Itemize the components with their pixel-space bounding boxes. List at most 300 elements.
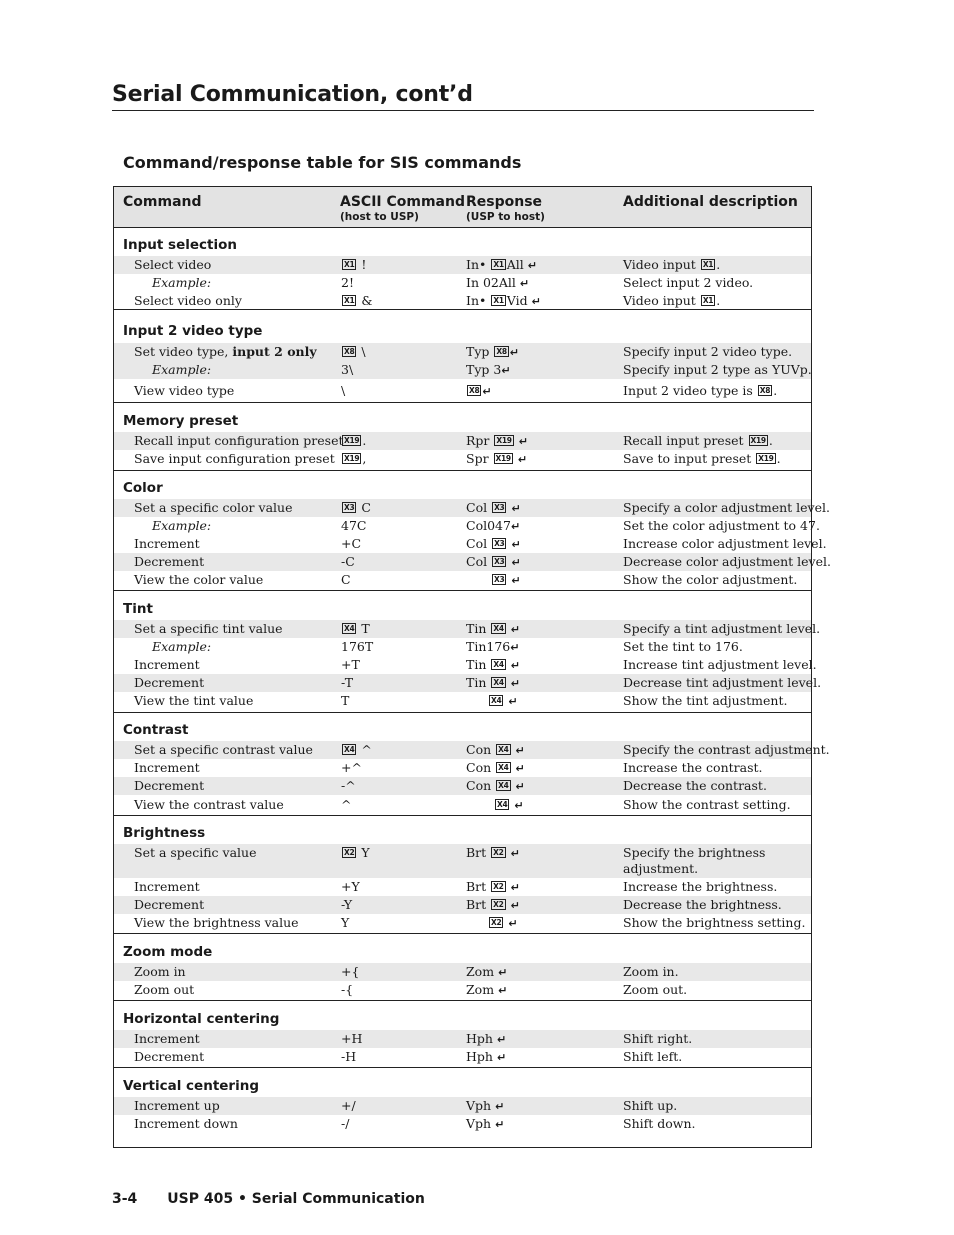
resp-text: Brt — [466, 845, 487, 860]
tag-x4: X4 — [491, 696, 502, 705]
ascii-cell: -/ — [341, 1116, 350, 1131]
group-divider — [114, 470, 811, 471]
desc-cell: Increase tint adjustment level. — [623, 657, 817, 672]
ascii-cell: +T — [341, 657, 360, 672]
tag-x4: X4 — [493, 624, 504, 633]
return-icon: ↵ — [495, 1100, 505, 1113]
ascii-cell: +C — [341, 536, 362, 551]
ascii-text: . — [362, 433, 367, 448]
group-title-contrast: Contrast — [123, 722, 189, 738]
header-ascii-sub: (host to USP) — [340, 211, 419, 223]
ascii-cell: C — [341, 572, 351, 587]
desc-cell: Increase the contrast. — [623, 760, 763, 775]
table-row — [114, 499, 830, 517]
response-cell — [466, 293, 541, 310]
tag-x1: X1 — [493, 260, 504, 269]
ascii-cell: Y — [341, 915, 350, 930]
page-footer — [112, 1191, 425, 1207]
cmd-cell: View the tint value — [134, 693, 254, 708]
ascii-cell — [341, 845, 370, 861]
return-icon: ↵ — [501, 364, 511, 377]
desc-cell: Set the tint to 176. — [623, 639, 743, 654]
resp-text: Rpr — [466, 433, 490, 448]
cmd-cell: Increment down — [134, 1116, 238, 1131]
example-label: Example: — [152, 518, 212, 533]
group-title-brightness: Brightness — [123, 825, 206, 841]
return-icon: ↵ — [511, 502, 521, 515]
desc-cell: Specify the brightness adjustment. — [623, 845, 766, 876]
group-divider — [114, 402, 811, 403]
group-title-input-selection: Input selection — [123, 237, 238, 253]
tag-x4: X4 — [498, 763, 509, 772]
tag-x4: X4 — [493, 678, 504, 687]
ascii-cell — [341, 451, 366, 467]
tag-x8: X8 — [759, 386, 771, 395]
tag-x8: X8 — [496, 347, 507, 356]
ascii-text: Y — [361, 845, 370, 860]
desc-cell: Specify a tint adjustment level. — [623, 621, 821, 636]
section-title: Command/response table for SIS commands — [123, 153, 522, 172]
tag-x3: X3 — [494, 503, 505, 512]
return-icon: ↵ — [509, 346, 520, 359]
resp-text: Tin — [466, 675, 487, 690]
desc-cell: Zoom out. — [623, 982, 688, 997]
return-icon: ↵ — [510, 623, 520, 636]
cmd-cell: Set a specific tint value — [134, 621, 283, 636]
resp-text: Tin — [466, 621, 487, 636]
group-divider — [114, 1000, 811, 1001]
table-row — [114, 844, 811, 878]
group-divider — [114, 933, 811, 934]
desc-text: Input 2 video type is — [623, 383, 753, 398]
tag-x1: X1 — [344, 296, 355, 305]
desc-cell: Show the brightness setting. — [623, 915, 806, 930]
cmd-cell: Increment — [134, 760, 200, 775]
resp-text: Tin — [466, 657, 487, 672]
table-row — [114, 1115, 811, 1133]
ascii-cell: -^ — [341, 778, 356, 793]
table-row — [114, 256, 811, 274]
header-description: Additional description — [623, 194, 798, 210]
desc-cell — [623, 451, 781, 467]
table-row — [114, 432, 811, 450]
bullet-icon: • — [479, 257, 487, 272]
return-icon: ↵ — [495, 1118, 505, 1131]
desc-end: . — [776, 451, 781, 466]
return-icon: ↵ — [531, 295, 541, 308]
response-cell — [491, 572, 521, 589]
table-row — [114, 571, 811, 589]
tag-x1: X1 — [702, 260, 714, 269]
cmd-cell: Select video only — [134, 293, 242, 308]
header-response: Response — [466, 194, 543, 210]
header-response-sub: (USP to host) — [466, 211, 545, 223]
desc-text: Save to input preset — [623, 451, 752, 466]
desc-cell — [623, 433, 773, 449]
response-cell — [466, 1098, 504, 1115]
return-icon: ↵ — [510, 677, 520, 690]
desc-cell: Specify a color adjustment level. — [623, 500, 830, 515]
ascii-cell — [341, 742, 372, 758]
tag-x19: X19 — [750, 436, 766, 445]
cmd-cell: Decrement — [134, 554, 205, 569]
tag-x1: X1 — [493, 296, 504, 305]
table-row — [114, 896, 811, 914]
ascii-cell — [341, 621, 370, 637]
resp-text: Vph — [466, 1098, 492, 1113]
table-row — [114, 759, 811, 777]
tag-x19: X19 — [496, 436, 512, 445]
resp-text: Con — [466, 760, 492, 775]
resp-text: In 02All — [466, 275, 516, 290]
return-icon: ↵ — [518, 435, 528, 448]
cmd-cell: Increment — [134, 879, 200, 894]
cmd-cell: View the contrast value — [134, 797, 284, 812]
resp-text: Spr — [466, 451, 489, 466]
example-label: Example: — [152, 639, 212, 654]
resp-text: Zom — [466, 982, 495, 997]
ascii-cell: \ — [341, 383, 346, 398]
desc-cell: Shift down. — [623, 1116, 696, 1131]
sis-command-table — [113, 186, 831, 1148]
resp-text: Hph — [466, 1031, 493, 1046]
return-icon: ↵ — [482, 385, 492, 398]
tag-x8: X8 — [469, 386, 480, 395]
ascii-cell: 176T — [341, 639, 374, 654]
desc-cell: Set the color adjustment to 47. — [623, 518, 820, 533]
response-cell — [466, 742, 525, 759]
desc-end: . — [773, 383, 778, 398]
response-cell — [466, 518, 520, 535]
return-icon: ↵ — [510, 881, 520, 894]
return-icon: ↵ — [519, 277, 530, 290]
ascii-cell: +^ — [341, 760, 362, 775]
group-title-hcenter: Horizontal centering — [123, 1011, 280, 1027]
desc-end: . — [768, 433, 773, 448]
return-icon: ↵ — [515, 780, 525, 793]
response-cell — [466, 964, 507, 981]
resp-text: In — [466, 293, 479, 308]
response-cell — [466, 433, 528, 450]
return-icon: ↵ — [511, 538, 521, 551]
ascii-cell: -H — [341, 1049, 357, 1064]
tag-x3: X3 — [494, 575, 505, 584]
resp-text: Zom — [466, 964, 495, 979]
cmd-cell: Set a specific contrast value — [134, 742, 313, 757]
table-row — [114, 963, 811, 981]
return-icon: ↵ — [511, 556, 521, 569]
ascii-text: ! — [361, 257, 367, 272]
page-title: Serial Communication, cont’d — [112, 82, 814, 111]
response-cell — [466, 554, 521, 571]
ascii-cell — [341, 433, 366, 449]
table-row — [114, 274, 811, 292]
group-title-zoom: Zoom mode — [123, 944, 213, 960]
ascii-text: C — [361, 500, 371, 515]
return-icon: ↵ — [510, 520, 521, 533]
resp-text: Brt — [466, 897, 487, 912]
table-row — [114, 878, 811, 896]
cmd-cell: View the color value — [134, 572, 264, 587]
footer-text: USP 405 • Serial Communication — [167, 1191, 425, 1207]
ascii-cell — [341, 344, 366, 360]
header-command: Command — [123, 194, 202, 210]
desc-cell: Shift right. — [623, 1031, 693, 1046]
return-icon: ↵ — [510, 899, 520, 912]
ascii-text: , — [362, 451, 367, 466]
response-cell — [466, 1031, 506, 1048]
ascii-text: & — [361, 293, 373, 308]
tag-x2: X2 — [344, 848, 355, 857]
table-row — [114, 361, 811, 379]
bullet-icon: • — [479, 293, 487, 308]
table-row — [114, 981, 811, 999]
resp-text: Col — [466, 554, 488, 569]
response-cell — [466, 344, 519, 361]
resp-text: All — [506, 257, 524, 272]
response-cell — [466, 675, 520, 692]
resp-text: Typ — [466, 344, 490, 359]
desc-cell: Zoom in. — [623, 964, 679, 979]
group-divider — [114, 309, 811, 310]
desc-text: Video input — [623, 257, 696, 272]
return-icon: ↵ — [496, 1051, 507, 1064]
response-cell — [488, 915, 518, 932]
cmd-cell: Recall input configuration preset — [134, 433, 344, 448]
table-row — [114, 517, 820, 535]
desc-cell: Shift left. — [623, 1049, 683, 1064]
return-icon: ↵ — [510, 847, 520, 860]
ascii-cell — [341, 293, 373, 309]
cmd-cell: Save input configuration preset — [134, 451, 335, 466]
tag-x2: X2 — [493, 848, 504, 857]
tag-x19: X19 — [758, 454, 774, 463]
resp-text: In — [466, 257, 479, 272]
desc-cell: Show the contrast setting. — [623, 797, 791, 812]
desc-text: Video input — [623, 293, 696, 308]
resp-text: Col — [466, 536, 488, 551]
desc-cell: Show the tint adjustment. — [623, 693, 788, 708]
response-cell — [466, 500, 521, 517]
tag-x4: X4 — [497, 800, 508, 809]
desc-cell — [623, 383, 777, 399]
example-label: Example: — [152, 362, 212, 377]
tag-x2: X2 — [493, 900, 504, 909]
desc-cell: Shift up. — [623, 1098, 678, 1113]
group-title-input2-type: Input 2 video type — [123, 323, 263, 339]
table-row — [114, 692, 811, 710]
cmd-bold-text: input 2 only — [232, 344, 317, 359]
return-icon: ↵ — [527, 259, 537, 272]
ascii-cell: 47C — [341, 518, 367, 533]
group-title-color: Color — [123, 480, 163, 496]
desc-cell: Specify input 2 video type. — [623, 344, 793, 359]
cmd-cell: Decrement — [134, 778, 205, 793]
ascii-cell: T — [341, 693, 350, 708]
resp-text: Col047 — [466, 518, 511, 533]
resp-text: Typ 3 — [466, 362, 502, 377]
tag-x4: X4 — [498, 745, 509, 754]
desc-cell: Select input 2 video. — [623, 275, 754, 290]
response-cell — [466, 383, 492, 400]
response-cell — [466, 845, 520, 862]
tag-x1: X1 — [702, 296, 714, 305]
desc-end: . — [716, 257, 721, 272]
resp-text: Vph — [466, 1116, 492, 1131]
desc-cell: Increase the brightness. — [623, 879, 778, 894]
cmd-cell: Increment — [134, 1031, 200, 1046]
example-label: Example: — [152, 275, 212, 290]
group-divider — [114, 815, 811, 816]
response-cell — [494, 797, 524, 814]
return-icon: ↵ — [517, 453, 528, 466]
ascii-text: ^ — [361, 742, 372, 757]
desc-cell: Decrease color adjustment level. — [623, 554, 831, 569]
response-cell — [466, 275, 529, 292]
return-icon: ↵ — [515, 744, 525, 757]
cmd-cell: View video type — [134, 383, 235, 398]
return-icon: ↵ — [508, 695, 518, 708]
tag-x3: X3 — [344, 503, 355, 512]
ascii-cell: -C — [341, 554, 355, 569]
desc-cell: Decrease tint adjustment level. — [623, 675, 822, 690]
tag-x2: X2 — [491, 918, 502, 927]
table-row — [114, 777, 811, 795]
response-cell — [466, 760, 525, 777]
ascii-cell — [341, 500, 371, 516]
response-cell — [466, 897, 520, 914]
response-cell — [466, 639, 519, 656]
desc-cell: Increase color adjustment level. — [623, 536, 827, 551]
cmd-cell: Decrement — [134, 897, 205, 912]
cmd-cell: Decrement — [134, 675, 205, 690]
response-cell — [466, 451, 527, 468]
cmd-cell: Increment — [134, 536, 200, 551]
cmd-cell: Set a specific color value — [134, 500, 293, 515]
resp-text: Hph — [466, 1049, 493, 1064]
table-row — [114, 796, 811, 814]
ascii-cell: -{ — [341, 982, 354, 997]
desc-cell: Decrease the contrast. — [623, 778, 767, 793]
desc-cell: Show the color adjustment. — [623, 572, 798, 587]
response-cell — [466, 536, 521, 553]
return-icon: ↵ — [498, 966, 508, 979]
resp-text: Col — [466, 500, 488, 515]
return-icon: ↵ — [511, 574, 521, 587]
tag-x3: X3 — [494, 539, 505, 548]
table-row — [114, 1030, 811, 1048]
group-divider — [114, 1067, 811, 1068]
tag-x2: X2 — [493, 882, 504, 891]
ascii-cell: -Y — [341, 897, 353, 912]
tag-x4: X4 — [493, 660, 504, 669]
tag-x3: X3 — [494, 557, 505, 566]
group-title-tint: Tint — [123, 601, 153, 617]
table-row — [114, 914, 811, 932]
table-row — [114, 382, 811, 400]
tag-x19: X19 — [495, 454, 511, 463]
cmd-cell — [134, 344, 317, 360]
group-divider — [114, 712, 811, 713]
table-row — [114, 1048, 811, 1066]
response-cell — [466, 982, 507, 999]
cmd-cell: Zoom in — [134, 964, 186, 979]
return-icon: ↵ — [510, 641, 520, 654]
desc-cell — [623, 257, 720, 273]
ascii-cell — [341, 257, 366, 273]
ascii-cell: +/ — [341, 1098, 356, 1113]
cmd-cell: Select video — [134, 257, 212, 272]
table-row — [114, 741, 830, 759]
group-title-memory-preset: Memory preset — [123, 413, 239, 429]
ascii-cell: +{ — [341, 964, 360, 979]
resp-text: Vid — [506, 293, 528, 308]
tag-x8: X8 — [344, 347, 355, 356]
tag-x4: X4 — [344, 624, 355, 633]
return-icon: ↵ — [515, 762, 525, 775]
ascii-text: \ — [361, 344, 366, 359]
cmd-cell: Increment — [134, 657, 200, 672]
tag-x19: X19 — [344, 436, 360, 445]
tag-x4: X4 — [498, 781, 509, 790]
return-icon: ↵ — [498, 984, 508, 997]
ascii-cell: ^ — [341, 797, 352, 812]
cmd-cell: Increment up — [134, 1098, 220, 1113]
table-header — [114, 187, 811, 228]
table-row — [114, 450, 811, 468]
table-row — [114, 553, 831, 571]
table-row — [114, 620, 821, 638]
cmd-cell: Decrement — [134, 1049, 205, 1064]
ascii-cell: 2! — [341, 275, 354, 290]
response-cell — [466, 778, 525, 795]
table-row — [114, 343, 811, 361]
desc-cell: Specify input 2 type as YUVp. — [623, 362, 812, 377]
resp-text: Tin176 — [466, 639, 511, 654]
page-number: 3-4 — [112, 1191, 138, 1207]
resp-text: Con — [466, 778, 492, 793]
group-divider — [114, 590, 811, 591]
desc-end: . — [716, 293, 721, 308]
cmd-cell: Zoom out — [134, 982, 195, 997]
tag-x1: X1 — [344, 260, 355, 269]
ascii-cell: +Y — [341, 879, 360, 894]
table-row — [114, 656, 817, 674]
response-cell — [466, 657, 520, 674]
resp-text: Brt — [466, 879, 487, 894]
cmd-text: Set video type, — [134, 344, 229, 359]
return-icon: ↵ — [496, 1033, 507, 1046]
table-row — [114, 1097, 811, 1115]
desc-cell: Specify the contrast adjustment. — [623, 742, 830, 757]
return-icon: ↵ — [514, 799, 524, 812]
ascii-cell: +H — [341, 1031, 363, 1046]
table-row — [114, 638, 811, 656]
ascii-text: T — [361, 621, 370, 636]
desc-cell — [623, 293, 720, 309]
return-icon: ↵ — [510, 659, 520, 672]
response-cell — [466, 1116, 504, 1133]
resp-text: Con — [466, 742, 492, 757]
table-row — [114, 674, 822, 692]
tag-x19: X19 — [344, 454, 360, 463]
desc-text: Recall input preset — [623, 433, 744, 448]
tag-x4: X4 — [344, 745, 355, 754]
table-row — [114, 292, 811, 310]
response-cell — [466, 257, 537, 274]
response-cell — [488, 693, 518, 710]
response-cell — [466, 621, 520, 638]
